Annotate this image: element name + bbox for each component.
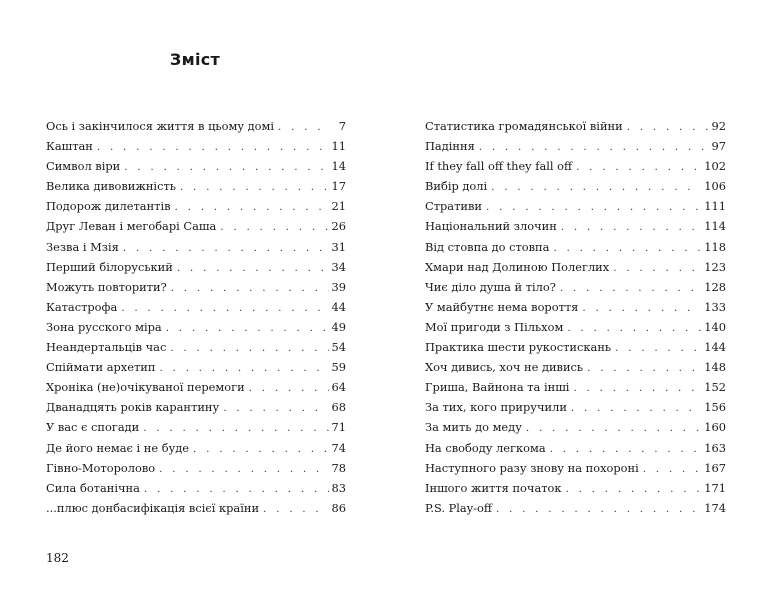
toc-entry[interactable] <box>46 277 346 297</box>
toc-entry-page: 144 <box>704 340 726 355</box>
toc-entry-page: 34 <box>331 259 346 274</box>
toc-entry-title: Велика дивовижність <box>46 176 180 196</box>
toc-entry[interactable] <box>46 317 346 337</box>
toc-entry-page: 44 <box>331 299 346 314</box>
toc-entry-page: 11 <box>331 139 346 154</box>
toc-leader-dots <box>171 278 329 297</box>
toc-entry[interactable] <box>46 116 346 136</box>
toc-entry[interactable] <box>46 438 346 458</box>
toc-entry-title: ...плюс донбасифікація всієї країни <box>46 498 263 518</box>
toc-entry[interactable] <box>425 458 726 478</box>
toc-entry-page: 160 <box>704 420 726 435</box>
toc-entry[interactable] <box>46 176 346 196</box>
toc-entry-page: 54 <box>331 340 346 355</box>
toc-entry-page: 167 <box>704 460 726 475</box>
toc-entry-title: Подорож дилетантів <box>46 196 175 216</box>
toc-entry-title: На свободу легкома <box>425 438 550 458</box>
toc-leader-dots <box>144 479 329 498</box>
toc-entry-title: Практика шести рукостискань <box>425 337 615 357</box>
toc-entry-title: Від стовпа до стовпа <box>425 237 553 257</box>
toc-entry-page: 152 <box>704 380 726 395</box>
toc-entry-page: 68 <box>331 400 346 415</box>
toc-leader-dots <box>170 338 328 357</box>
toc-entry-title: Спіймати архетип <box>46 357 159 377</box>
toc-entry-page: 71 <box>331 420 346 435</box>
toc-entry-title: Гриша, Вайнона та інші <box>425 377 573 397</box>
toc-entry-title: Зезва і Мзія <box>46 237 123 257</box>
toc-entry-title: За тих, кого приручили <box>425 397 571 417</box>
toc-entry-page: 163 <box>704 440 726 455</box>
toc-entry-title: Мої пригоди з Пільхом <box>425 317 567 337</box>
toc-entry[interactable] <box>425 196 726 216</box>
toc-leader-dots <box>486 197 701 216</box>
toc-entry-page: 21 <box>331 199 346 214</box>
toc-entry-page: 26 <box>331 219 346 234</box>
toc-entry-title: Каштан <box>46 136 97 156</box>
toc-leader-dots <box>571 398 701 417</box>
toc-leader-dots <box>496 499 701 518</box>
toc-entry[interactable] <box>46 156 346 176</box>
toc-entry-title: Хроніка (не)очікуваної перемоги <box>46 377 249 397</box>
toc-entry[interactable] <box>425 237 726 257</box>
toc-entry[interactable] <box>46 297 346 317</box>
toc-leader-dots <box>526 418 701 437</box>
toc-leader-dots <box>643 459 702 478</box>
toc-entry-title: Де його немає і не буде <box>46 438 193 458</box>
toc-leader-dots <box>177 258 329 277</box>
toc-leader-dots <box>615 338 701 357</box>
toc-entry-page: 171 <box>704 480 726 495</box>
toc-entry-page: 123 <box>704 259 726 274</box>
toc-entry[interactable] <box>425 417 726 437</box>
toc-entry-title: P.S. Play-off <box>425 498 496 518</box>
toc-leader-dots <box>587 358 701 377</box>
toc-leader-dots <box>123 238 329 257</box>
toc-entry-title: Падіння <box>425 136 479 156</box>
toc-leader-dots <box>249 378 329 397</box>
toc-entry[interactable] <box>425 297 726 317</box>
toc-entry-title: За мить до меду <box>425 417 526 437</box>
toc-entry-page: 92 <box>711 119 726 133</box>
toc-leader-dots <box>175 197 329 216</box>
toc-entry[interactable] <box>46 377 346 397</box>
toc-entry-page: 64 <box>331 380 346 395</box>
toc-entry[interactable] <box>46 357 346 377</box>
toc-entry[interactable] <box>425 156 726 176</box>
page-title: Зміст <box>169 50 221 69</box>
toc-entry[interactable] <box>46 136 346 156</box>
toc-entry-title: Наступного разу знову на похороні <box>425 458 643 478</box>
toc-entry[interactable] <box>46 417 346 437</box>
toc-entry[interactable] <box>425 438 726 458</box>
toc-column-right <box>425 116 726 518</box>
toc-entry[interactable] <box>425 277 726 297</box>
toc-entry[interactable] <box>46 458 346 478</box>
toc-entry[interactable] <box>425 216 726 236</box>
toc-entry[interactable] <box>46 257 346 277</box>
toc-entry-title: Хоч дивись, хоч не дивись <box>425 357 587 377</box>
toc-leader-dots <box>576 157 701 176</box>
toc-leader-dots <box>550 439 702 458</box>
toc-entry[interactable] <box>46 237 346 257</box>
toc-leader-dots <box>566 479 702 498</box>
toc-leader-dots <box>479 137 709 156</box>
toc-leader-dots <box>121 298 328 317</box>
toc-entry-title: Можуть повторити? <box>46 277 171 297</box>
toc-entry-page: 102 <box>704 159 726 174</box>
toc-entry-page: 31 <box>331 239 346 254</box>
toc-entry-title: Чиє діло душа й тіло? <box>425 277 560 297</box>
toc-entry-page: 111 <box>704 199 726 214</box>
toc-leader-dots <box>613 258 701 277</box>
toc-leader-dots <box>166 318 329 337</box>
toc-leader-dots <box>567 318 701 337</box>
toc-entry-title: Друг Леван і мегобарі Саша <box>46 216 220 236</box>
toc-leader-dots <box>627 117 709 136</box>
toc-entry-title: If they fall off they fall off <box>425 156 576 176</box>
toc-entry-title: У майбутнє нема вороття <box>425 297 582 317</box>
toc-entry[interactable] <box>46 337 346 357</box>
toc-leader-dots <box>278 117 329 136</box>
toc-entry[interactable] <box>425 176 726 196</box>
toc-entry-page: 128 <box>704 279 726 294</box>
toc-leader-dots <box>223 398 328 417</box>
page-number: 182 <box>46 551 69 565</box>
toc-entry[interactable] <box>425 116 726 136</box>
toc-leader-dots <box>180 177 329 196</box>
toc-entry-page: 86 <box>331 500 346 515</box>
toc-entry-page: 59 <box>331 360 346 375</box>
toc-entry-title: У вас є спогади <box>46 417 143 437</box>
toc-leader-dots <box>553 238 701 257</box>
toc-entry[interactable] <box>46 397 346 417</box>
toc-entry-title: Національний злочин <box>425 216 561 236</box>
toc-entry[interactable] <box>425 257 726 277</box>
toc-entry-title: Стративи <box>425 196 486 216</box>
toc-entry-title: Вибір долі <box>425 176 491 196</box>
toc-entry-title: Дванадцять років карантину <box>46 397 223 417</box>
toc-entry[interactable] <box>425 136 726 156</box>
toc-entry[interactable] <box>425 498 726 518</box>
toc-entry[interactable] <box>425 397 726 417</box>
toc-leader-dots <box>159 459 328 478</box>
toc-leader-dots <box>561 217 701 236</box>
toc-entry-page: 148 <box>704 360 726 375</box>
toc-entry-title: Катастрофа <box>46 297 121 317</box>
toc-entry-page: 97 <box>711 139 726 154</box>
toc-entry-title: Іншого життя початок <box>425 478 566 498</box>
toc-entry[interactable] <box>46 498 346 518</box>
toc-leader-dots <box>491 177 701 196</box>
toc-entry-page: 17 <box>331 179 346 194</box>
toc-leader-dots <box>193 439 328 458</box>
toc-leader-dots <box>220 217 328 236</box>
toc-entry[interactable] <box>46 478 346 498</box>
toc-entry-title: Символ віри <box>46 156 124 176</box>
toc-leader-dots <box>97 137 329 156</box>
toc-entry[interactable] <box>425 478 726 498</box>
toc-entry-page: 156 <box>704 400 726 415</box>
toc-entry-page: 14 <box>331 159 346 174</box>
toc-leader-dots <box>143 418 328 437</box>
toc-column-left <box>46 116 346 518</box>
toc-entry-page: 7 <box>338 119 346 133</box>
toc-leader-dots <box>573 378 701 397</box>
toc-leader-dots <box>124 157 328 176</box>
toc-entry[interactable] <box>425 337 726 357</box>
toc-leader-dots <box>263 499 328 518</box>
toc-entry-page: 74 <box>331 440 346 455</box>
toc-entry-page: 49 <box>331 319 346 334</box>
toc-entry-page: 114 <box>704 219 726 234</box>
toc-entry-title: Ось і закінчилося життя в цьому домі <box>46 116 278 136</box>
toc-leader-dots <box>560 278 701 297</box>
toc-entry-title: Зона русского міра <box>46 317 166 337</box>
toc-entry-page: 133 <box>704 299 726 314</box>
toc-entry-page: 174 <box>704 500 726 515</box>
toc-entry-title: Статистика громадянської війни <box>425 116 627 136</box>
toc-entry-page: 39 <box>331 279 346 294</box>
toc-entry-title: Гівно-Моторолово <box>46 458 159 478</box>
toc-entry[interactable] <box>46 216 346 236</box>
toc-entry-page: 140 <box>704 319 726 334</box>
toc-entry-title: Сила ботанічна <box>46 478 144 498</box>
toc-entry-title: Хмари над Долиною Полеглих <box>425 257 613 277</box>
toc-entry-page: 106 <box>704 179 726 194</box>
toc-entry-page: 118 <box>704 239 726 254</box>
toc-entry-title: Неандертальців час <box>46 337 170 357</box>
toc-entry[interactable] <box>46 196 346 216</box>
toc-entry-title: Перший білоруський <box>46 257 177 277</box>
toc-entry-page: 78 <box>331 460 346 475</box>
toc-entry[interactable] <box>425 317 726 337</box>
toc-leader-dots <box>159 358 328 377</box>
toc-entry[interactable] <box>425 357 726 377</box>
toc-entry-page: 83 <box>331 480 346 495</box>
toc-leader-dots <box>582 298 701 317</box>
toc-entry[interactable] <box>425 377 726 397</box>
